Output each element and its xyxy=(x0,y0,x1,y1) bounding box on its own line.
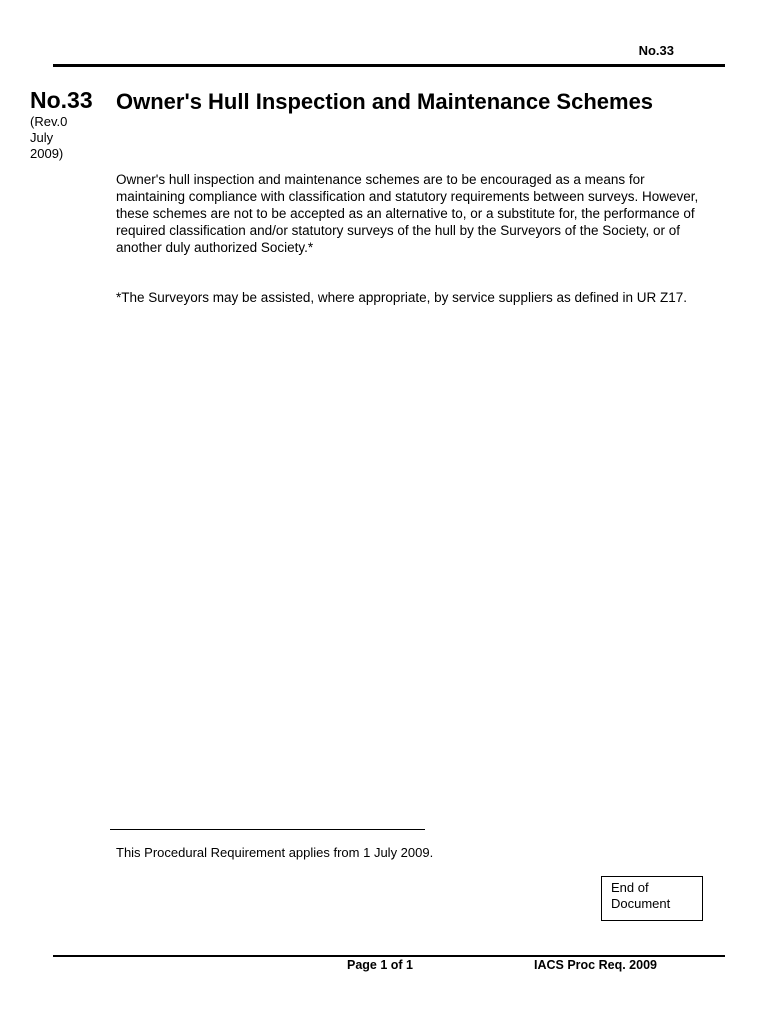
footnote-divider xyxy=(110,829,425,830)
end-of-document-box xyxy=(601,876,703,921)
revision-info xyxy=(30,114,100,162)
requirement-number: No.33 xyxy=(30,87,93,113)
end-box-line: Document xyxy=(611,896,671,911)
document-title: Owner's Hull Inspection and Maintenance Schemes xyxy=(116,89,654,114)
revision-line: (Rev.0 xyxy=(30,114,68,129)
footnote-text: This Procedural Requirement applies from 1 July 2009. xyxy=(116,845,434,860)
footer-divider xyxy=(53,955,725,957)
revision-line: 2009) xyxy=(30,146,64,161)
body-paragraph-1: Owner's hull inspection and maintenance schemes are to be encouraged as a means for maintaining compliance with classification and statutory requirements between surveys. However, these schemes are not to be accepted as an alternative to, or a substitute for, the performance of required classification and/or statutory surveys of the hull by the Surveyors of the Society, or of another duly authorized Society.* xyxy=(116,172,699,255)
footer-page-number: Page 1 of 1 xyxy=(347,958,413,972)
footer-document-id: IACS Proc Req. 2009 xyxy=(534,958,657,972)
revision-line: July xyxy=(30,130,54,145)
header-document-number: No.33 xyxy=(638,43,674,58)
header-divider xyxy=(53,64,725,67)
body-paragraph-2: *The Surveyors may be assisted, where appropriate, by service suppliers as defined in UR Z17. xyxy=(116,290,688,305)
end-box-line: End of xyxy=(611,880,649,895)
